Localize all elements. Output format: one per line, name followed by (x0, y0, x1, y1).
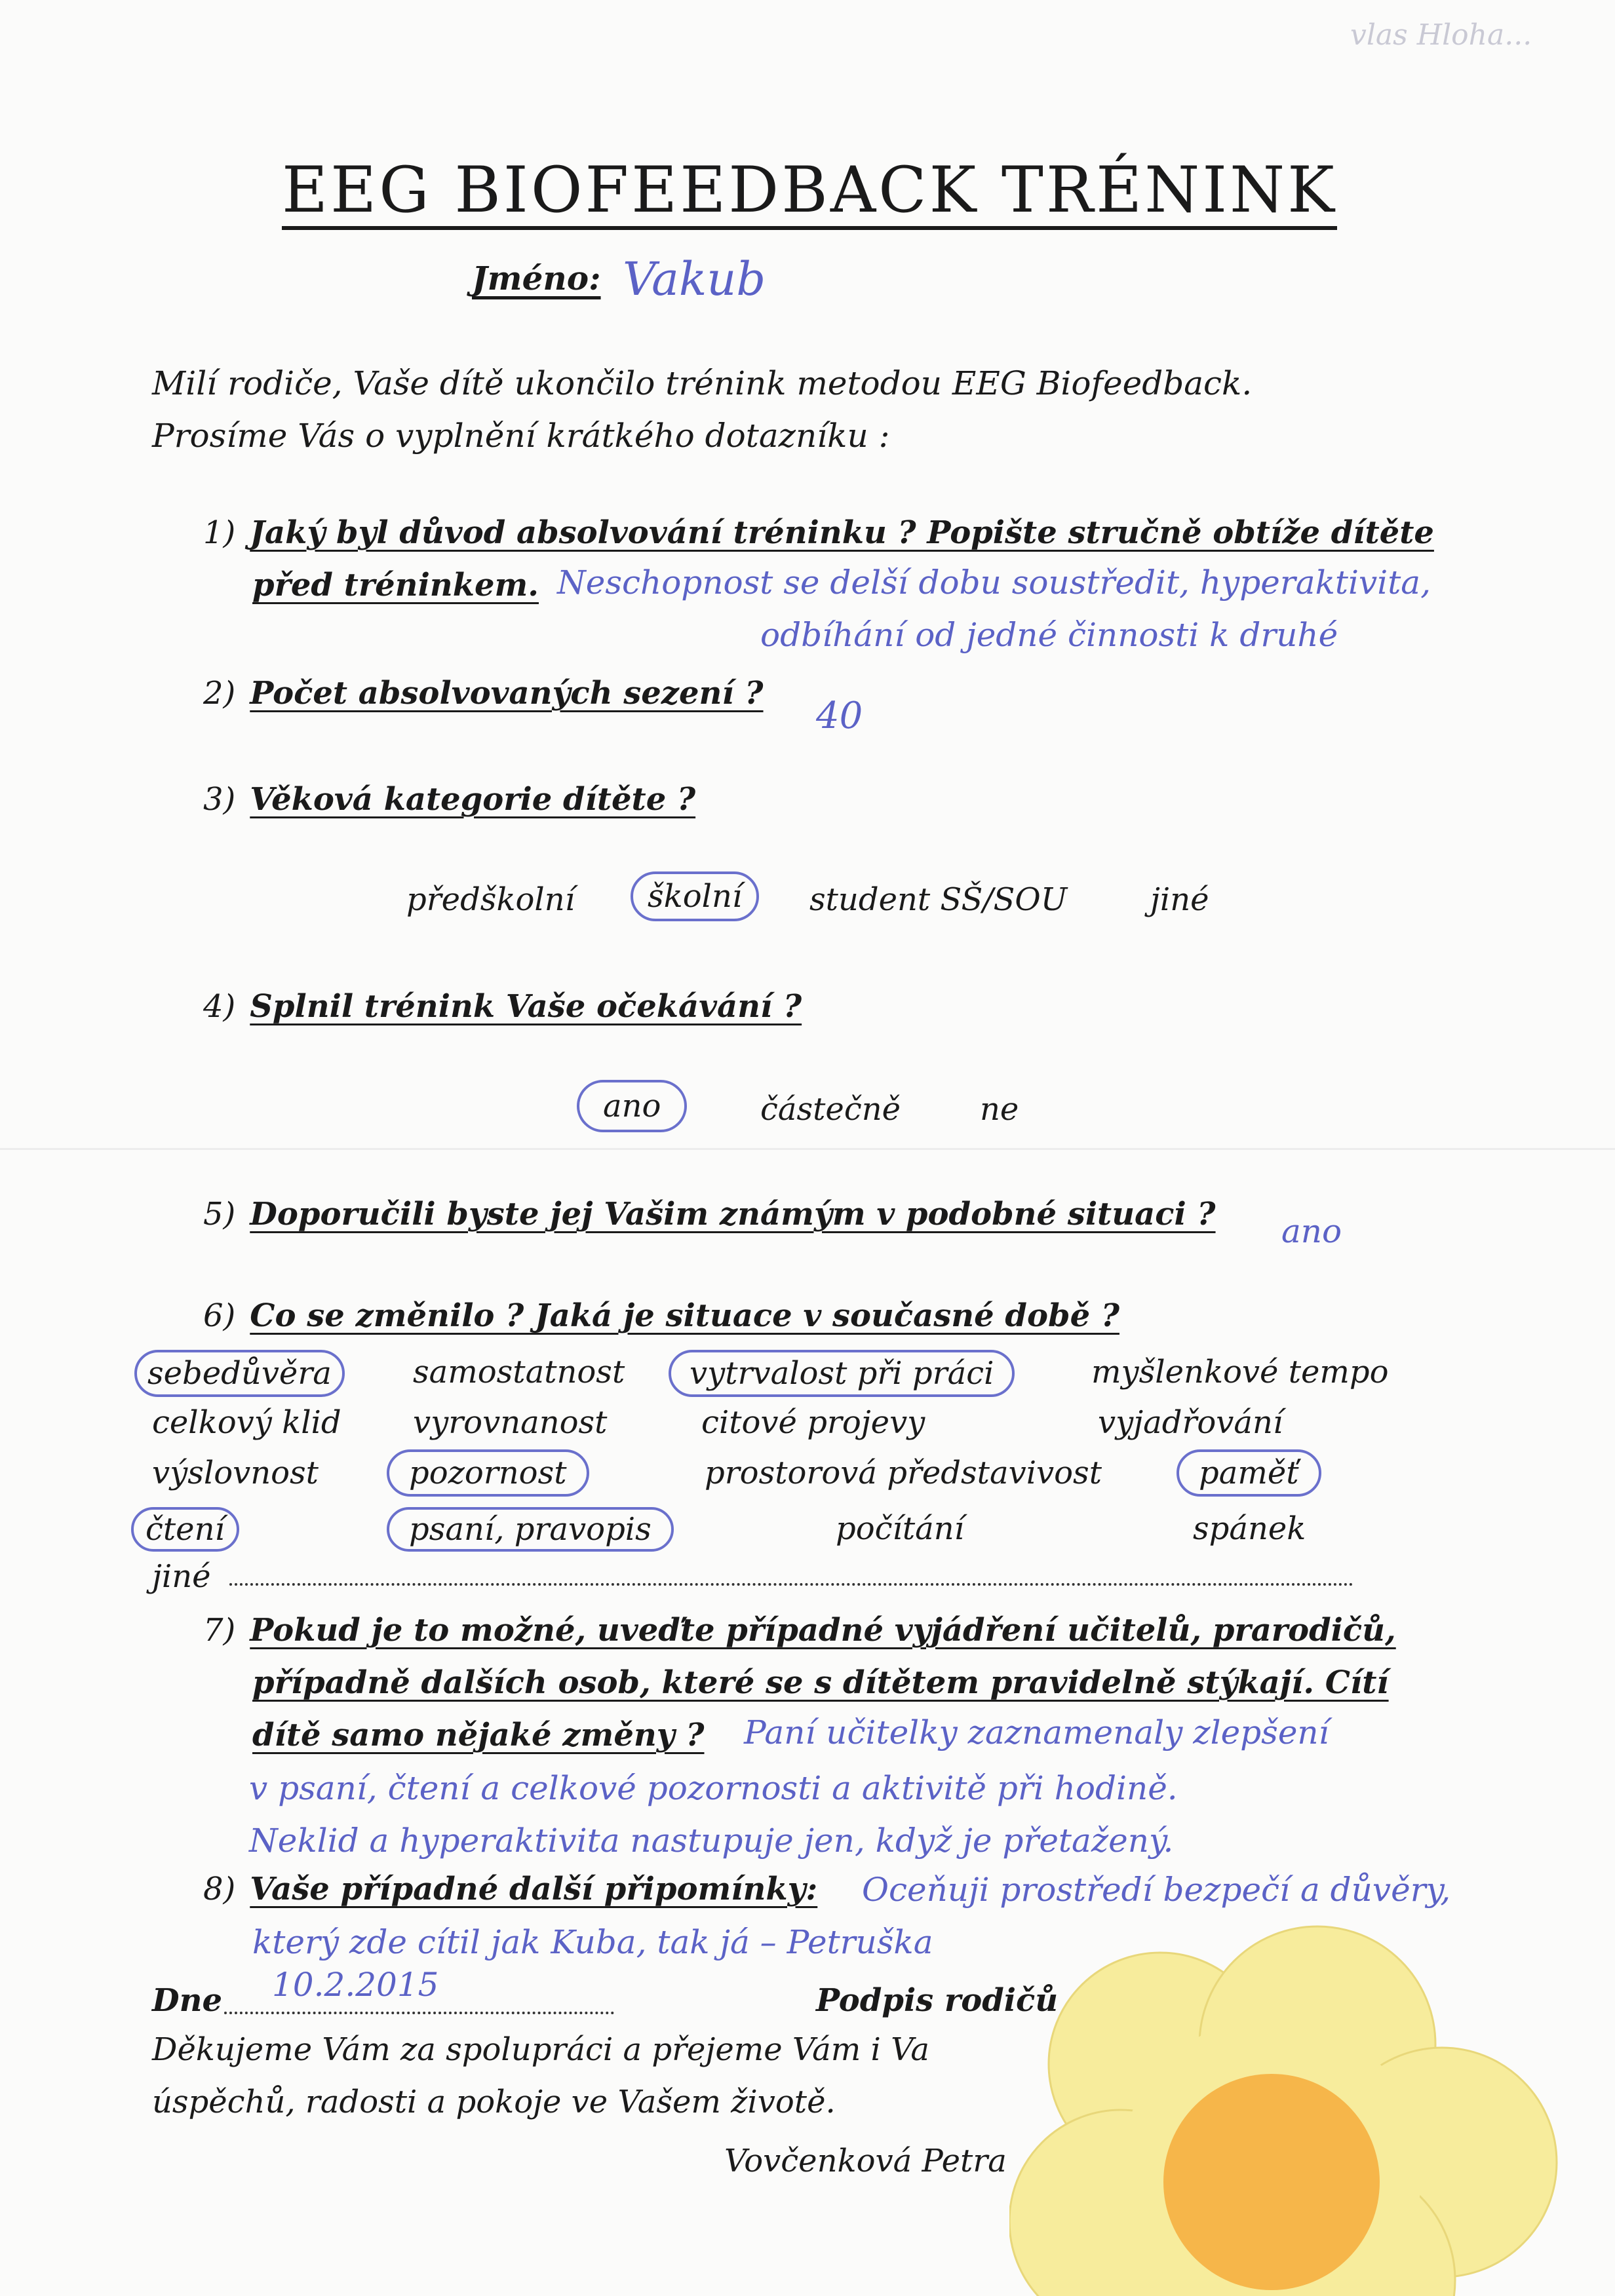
question-3: 3) Věková kategorie dítěte ? (203, 781, 696, 818)
change-writing-selected[interactable]: psaní, pravopis (387, 1507, 674, 1552)
question-4: 4) Splnil trénink Vaše očekávání ? (203, 988, 802, 1025)
change-other-label: jiné (152, 1558, 211, 1595)
option-no[interactable]: ne (980, 1091, 1019, 1128)
change-thinking-tempo[interactable]: myšlenkové tempo (1091, 1354, 1389, 1390)
date-label: Dne (152, 1982, 223, 2019)
question-5-answer[interactable]: ano (1281, 1212, 1342, 1250)
paper-fold-line (0, 1148, 1615, 1150)
change-other-line[interactable] (229, 1583, 1353, 1586)
date-value[interactable]: 10.2.2015 (272, 1966, 439, 2004)
change-reading-selected[interactable]: čtení (131, 1507, 239, 1552)
change-calm[interactable]: celkový klid (152, 1404, 341, 1441)
question-7-answer-line-1[interactable]: Paní učitelky zaznamenaly zlepšení (744, 1713, 1329, 1751)
question-8: 8) Vaše případné další připomínky: (203, 1871, 818, 1907)
option-preschool[interactable]: předškolní (406, 881, 575, 918)
question-6: 6) Co se změnilo ? Jaká je situace v současné době ? (203, 1297, 1119, 1334)
option-partially[interactable]: částečně (760, 1091, 901, 1128)
question-1: 1) Jaký byl důvod absolvování tréninku ? Popište stručně obtíže dítěte (203, 514, 1434, 551)
flower-center (1163, 2074, 1380, 2290)
question-2-answer[interactable]: 40 (816, 695, 863, 737)
question-7-answer-line-3[interactable]: Neklid a hyperaktivita nastupuje jen, když je přetažený. (249, 1822, 1174, 1860)
question-8-answer-line-1[interactable]: Oceňuji prostředí bezpečí a důvěry, (862, 1871, 1451, 1909)
option-student[interactable]: student SŠ/SOU (809, 881, 1068, 918)
change-pronunciation[interactable]: výslovnost (152, 1455, 319, 1491)
change-counting[interactable]: počítání (836, 1510, 965, 1547)
question-1-answer-line-1[interactable]: Neschopnost se delší dobu soustředit, hyperaktivita, (557, 564, 1431, 602)
question-1-answer-line-2[interactable]: odbíhání od jedné činnosti k druhé (760, 616, 1338, 654)
change-self-confidence-selected[interactable]: sebedůvěra (134, 1350, 345, 1397)
change-sleep[interactable]: spánek (1193, 1510, 1306, 1547)
page-title: EEG BIOFEEDBACK TRÉNINK (282, 157, 1337, 230)
change-balance[interactable]: vyrovnanost (413, 1404, 608, 1441)
question-2: 2) Počet absolvovaných sezení ? (203, 675, 764, 712)
flower-sticker-icon (1009, 1913, 1615, 2296)
question-7: 7) Pokud je to možné, uveďte případné vyjádření učitelů, prarodičů, (203, 1612, 1396, 1649)
question-7-answer-line-2[interactable]: v psaní, čtení a celkové pozornosti a aktivitě při hodině. (249, 1769, 1178, 1807)
intro-line-2: Prosíme Vás o vyplnění krátkého dotazníku : (152, 417, 890, 455)
question-1-line-2: před tréninkem. (252, 567, 539, 603)
change-memory-selected[interactable]: paměť (1177, 1449, 1321, 1497)
option-school-selected[interactable]: školní (631, 871, 759, 921)
option-yes-selected[interactable]: ano (577, 1080, 687, 1132)
signature-label: Podpis rodičů (816, 1982, 1059, 2019)
author-name: Vovčenková Petra (724, 2143, 1007, 2179)
question-1-text: Jaký byl důvod absolvování tréninku ? Popište stručně obtíže dítěte (250, 514, 1434, 551)
change-emotions[interactable]: citové projevy (701, 1404, 925, 1441)
question-8-answer-line-2[interactable]: který zde cítil jak Kuba, tak já – Petruška (252, 1923, 933, 1961)
corner-note: vlas Hloha... (1350, 18, 1532, 52)
intro-line-1: Milí rodiče, Vaše dítě ukončilo trénink metodou EEG Biofeedback. (152, 364, 1253, 402)
question-5: 5) Doporučili byste jej Vašim známým v podobné situaci ? (203, 1196, 1216, 1233)
change-attention-selected[interactable]: pozornost (387, 1449, 589, 1497)
change-spatial[interactable]: prostorová představivost (705, 1455, 1102, 1491)
option-other[interactable]: jiné (1150, 881, 1209, 918)
question-7-line-3: dítě samo nějaké změny ? (252, 1717, 705, 1753)
change-expression[interactable]: vyjadřování (1098, 1404, 1283, 1441)
thanks-line-1: Děkujeme Vám za spolupráci a přejeme Vám i Va (152, 2031, 930, 2068)
name-label: Jméno: (472, 259, 601, 297)
change-independence[interactable]: samostatnost (413, 1354, 625, 1390)
thanks-line-2: úspěchů, radosti a pokoje ve Vašem životě. (152, 2084, 836, 2120)
change-persistence-selected[interactable]: vytrvalost při práci (669, 1350, 1015, 1397)
question-7-line-2: případně dalších osob, které se s dítětem pravidelně stýkají. Cítí (252, 1664, 1389, 1701)
date-line[interactable] (224, 2012, 614, 2014)
name-value[interactable]: Vakub (623, 252, 766, 306)
